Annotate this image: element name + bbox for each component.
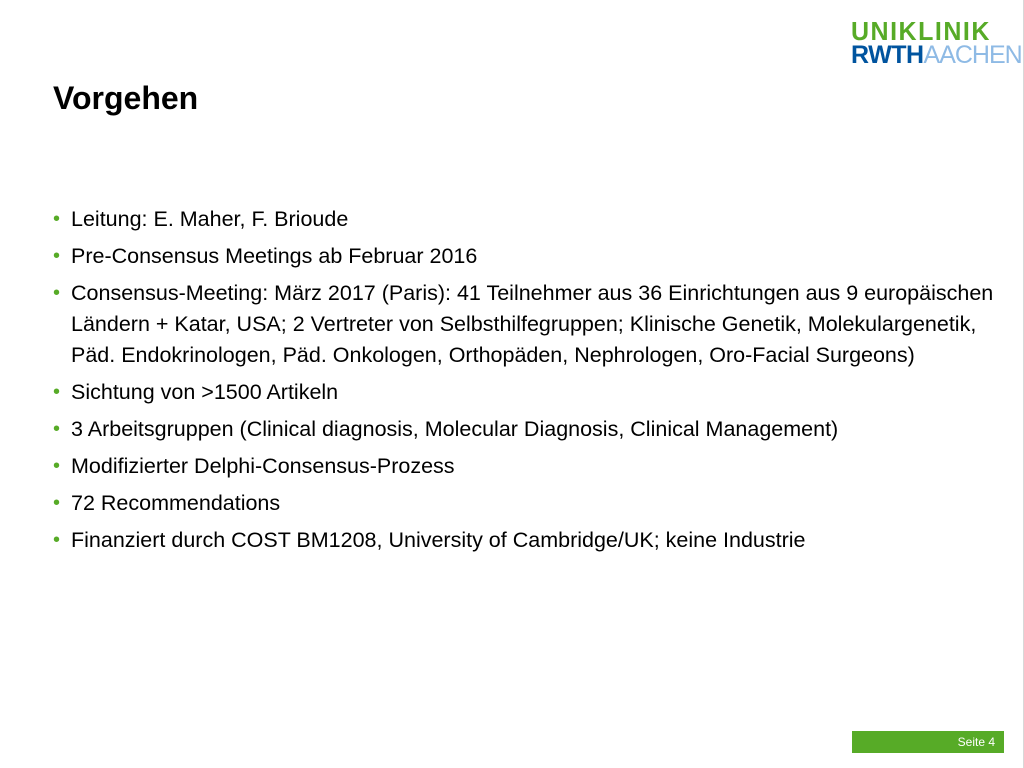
- bullet-text: Consensus-Meeting: März 2017 (Paris): 41 Teilnehmer aus 36 Einrichtungen aus 9 europäischen Ländern + Katar, USA; 2 Vertreter von Selbsthilfegruppen; Klinische Genetik, Molekulargenetik, Päd. Endokrinologen, Päd. Onkologen, Orthopäden, Nephrologen, Oro-Facial Surgeons): [71, 281, 994, 367]
- logo-rwth-text: RWTH: [851, 41, 924, 69]
- page-number-text: Seite 4: [957, 735, 995, 749]
- slide-title: Vorgehen: [53, 80, 199, 116]
- bullet-item: [53, 414, 1003, 445]
- bullet-text: Pre-Consensus Meetings ab Februar 2016: [71, 244, 478, 268]
- bullet-icon: •: [53, 245, 61, 267]
- bullet-text: Leitung: E. Maher, F. Brioude: [71, 207, 349, 231]
- bullet-text: 72 Recommendations: [71, 491, 281, 515]
- bullet-item: [53, 377, 1003, 408]
- uniklinik-rwth-aachen-logo: [851, 16, 1022, 69]
- bullet-item: [53, 278, 1003, 371]
- logo-uniklinik-text: UNIKLINIK: [851, 16, 991, 47]
- bullet-item: [53, 488, 1003, 519]
- bullet-icon: •: [53, 418, 61, 440]
- bullet-text: 3 Arbeitsgruppen (Clinical diagnosis, Molecular Diagnosis, Clinical Management): [71, 417, 839, 441]
- bullet-icon: •: [53, 282, 61, 304]
- bullet-text: Modifizierter Delphi-Consensus-Prozess: [71, 454, 455, 478]
- bullet-icon: •: [53, 455, 61, 477]
- bullet-icon: •: [53, 208, 61, 230]
- bullet-item: [53, 204, 1003, 235]
- logo-rwth-aachen-text: [851, 41, 1022, 69]
- page-number-badge: [852, 731, 1004, 753]
- logo-aachen-text: AACHEN: [923, 41, 1022, 69]
- bullet-item: [53, 525, 1003, 556]
- bullet-icon: •: [53, 492, 61, 514]
- bullet-item: [53, 451, 1003, 482]
- bullet-icon: •: [53, 381, 61, 403]
- bullet-text: Sichtung von >1500 Artikeln: [71, 380, 339, 404]
- bullet-list: [53, 204, 1003, 562]
- bullet-item: [53, 241, 1003, 272]
- bullet-icon: •: [53, 529, 61, 551]
- bullet-text: Finanziert durch COST BM1208, University of Cambridge/UK; keine Industrie: [71, 528, 806, 552]
